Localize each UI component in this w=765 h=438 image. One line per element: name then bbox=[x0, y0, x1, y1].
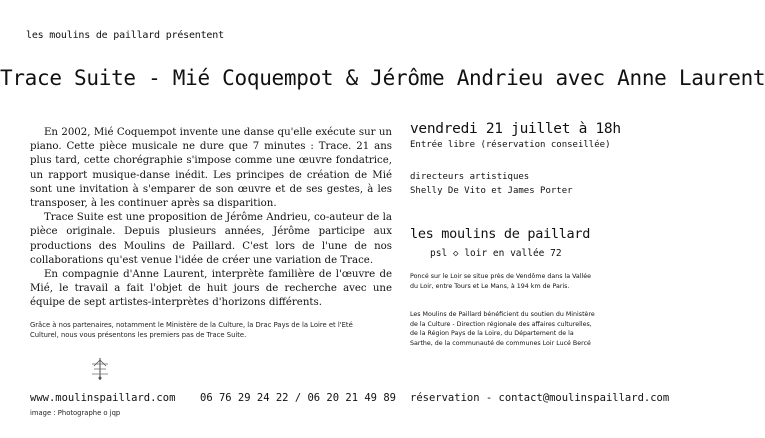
phone-numbers: 06 76 29 24 22 / 06 20 21 49 89 bbox=[200, 392, 396, 404]
support-statement: Les Moulins de Paillard bénéficient du soutien du Ministère de la Culture - Direction régionale des affaires culturelles, de la Région Pays de la Loire, du Département de la Sarthe, de la communauté de communes Loir Lucé Bercé bbox=[410, 311, 595, 347]
presenter-line: les moulins de paillard présentent bbox=[26, 30, 224, 41]
entry-info: Entrée libre (réservation conseillée) bbox=[410, 140, 611, 150]
directors-names: Shelly De Vito et James Porter bbox=[410, 186, 573, 196]
partners-thanks: Grâce à nos partenaires, notamment le Ministère de la Culture, la Drac Pays de la Loire et l'Eté Culturel, nous vous présentons les premiers pas de Trace Suite. bbox=[30, 321, 353, 339]
image-credit: image : Photographe o jqp bbox=[30, 409, 121, 417]
event-date: vendredi 21 juillet à 18h bbox=[410, 121, 621, 137]
venue-name: les moulins de paillard bbox=[410, 226, 591, 242]
page-title: Trace Suite - Mié Coquempot & Jérôme Andrieu avec Anne Laurent bbox=[0, 66, 765, 90]
website-link[interactable]: www.moulinspaillard.com bbox=[30, 392, 176, 404]
directors-label: directeurs artistiques bbox=[410, 172, 530, 182]
paragraph-3: En compagnie d'Anne Laurent, interprète familière de l'œuvre de Mié, le travail a fait l'objet de huit jours de recherche avec une équipe de sept artistes-interprètes d'horizons différents. bbox=[30, 269, 392, 309]
description-body bbox=[30, 126, 392, 311]
venue-directions: Poncé sur le Loir se situe près de Vendôme dans la Vallée du Loir, entre Tours et Le Mans, à 194 km de Paris. bbox=[410, 273, 592, 290]
moulins-logo-icon bbox=[88, 356, 112, 382]
venue-place: psl ◇ loir en vallée 72 bbox=[430, 248, 562, 259]
paragraph-1: En 2002, Mié Coquempot invente une danse qu'elle exécute sur un piano. Cette pièce musicale ne dure que 7 minutes : Trace. 21 ans plus tard, cette chorégraphie s'impose comme une œuvre fondatrice, un rapport musique-danse inédit. Les principes de création de Mié sont une invitation à s'emparer de son œuvre et de ses gestes, à les transposer, à les continuer après sa disparition. bbox=[30, 127, 392, 210]
paragraph-2: Trace Suite est une proposition de Jérôme Andrieu, co-auteur de la pièce originale. Depuis plusieurs années, Jérôme participe aux productions des Moulins de Paillard. C'est lors de l'une de nos collaborations qu'est venue l'idée de créer une variation de Trace. bbox=[30, 212, 392, 266]
reservation-contact[interactable]: réservation - contact@moulinspaillard.com bbox=[410, 392, 670, 404]
